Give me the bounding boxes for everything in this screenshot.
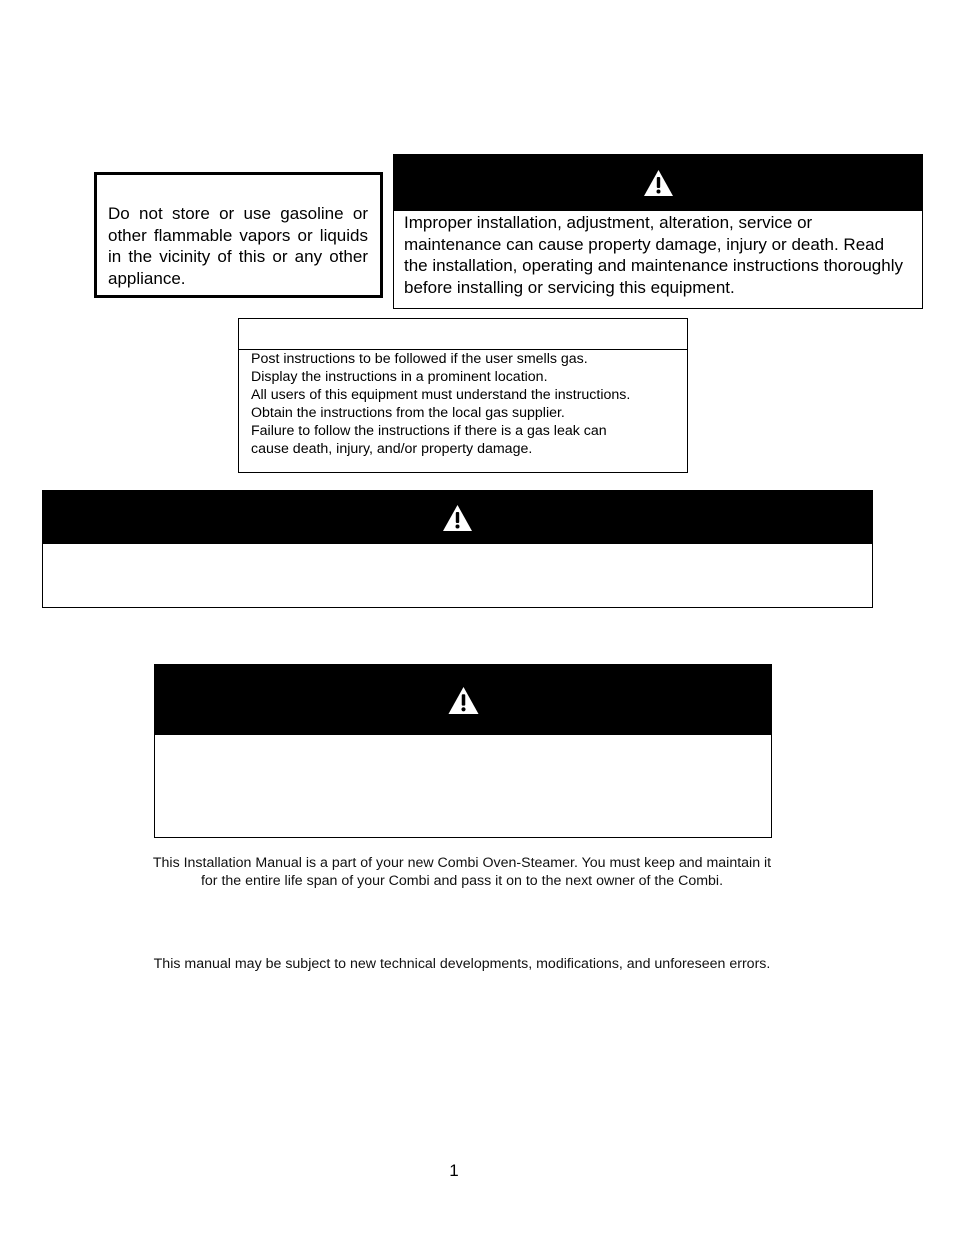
warning-box-3-header [155, 665, 771, 735]
warning-triangle-icon [643, 169, 674, 197]
gas-instruction-line: All users of this equipment must understand the instructions. [251, 386, 631, 403]
installation-warning-box [393, 154, 923, 309]
gas-instruction-line: cause death, injury, and/or property damage. [251, 440, 533, 457]
installation-warning-text: Improper installation, adjustment, alteration, service or maintenance can cause property damage, injury or death. Read the installation, operating and maintenance instructions thoroughly before installing or servicing this equipment. [404, 213, 903, 298]
warning-box-2-header [43, 491, 872, 544]
warning-triangle-icon [447, 686, 480, 715]
manual-keep-note [0, 854, 924, 890]
warning-triangle-icon [442, 504, 473, 532]
gas-instruction-line: Post instructions to be followed if the user smells gas. [251, 351, 588, 367]
manual-note-line-2: for the entire life span of your Combi and pass it on to the next owner of the Combi. [200, 873, 724, 889]
gas-instruction-line: Display the instructions in a prominent location. [251, 368, 548, 385]
gas-instructions-header [239, 319, 687, 350]
gas-instruction-line: Failure to follow the instructions if there is a gas leak can [251, 422, 607, 439]
warning-box-3 [154, 664, 772, 838]
gasoline-notice-box [94, 172, 383, 298]
gasoline-notice-text: Do not store or use gasoline or other flammable vapors or liquids in the vicinity of this or any other appliance. [108, 204, 368, 288]
gas-instructions-body [239, 350, 687, 458]
warning-box-2 [42, 490, 873, 608]
gas-instructions-box [238, 318, 688, 473]
subject-to-change-note: This manual may be subject to new technical developments, modifications, and unforeseen errors. [153, 956, 771, 972]
page-number: 1 [449, 1161, 459, 1180]
manual-note-line-1: This Installation Manual is a part of your new Combi Oven-Steamer. You must keep and maintain it [152, 855, 772, 871]
gas-instruction-line: Obtain the instructions from the local gas supplier. [251, 404, 565, 421]
installation-warning-header [394, 155, 922, 211]
